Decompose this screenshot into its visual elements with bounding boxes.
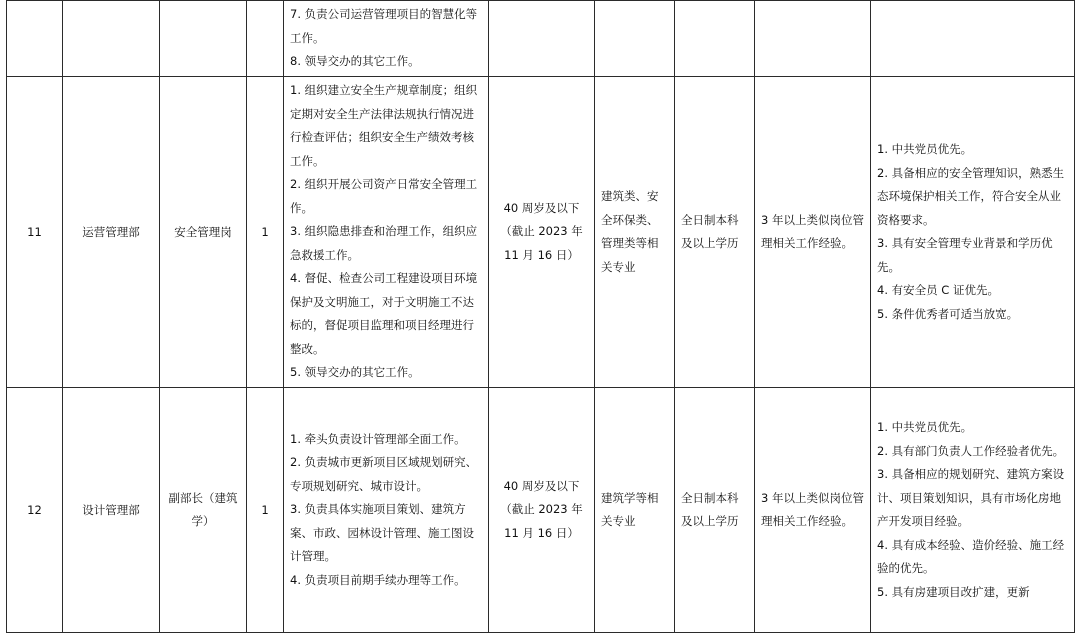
experience-requirement: 3 年以上类似岗位管理相关工作经验。 (755, 77, 871, 388)
requirement-item: 4. 有安全员 C 证优先。 (877, 283, 999, 297)
duty-item: 3. 组织隐患排查和治理工作，组织应急救援工作。 (290, 224, 478, 262)
requirement-item: 5. 具有房建项目改扩建，更新 (877, 584, 1030, 599)
table-row (7, 1, 1075, 77)
other-requirements (871, 77, 1075, 388)
duty-item: 1. 牵头负责设计管理部全面工作。 (290, 431, 466, 446)
requirement-item: 2. 具备相应的安全管理知识，熟悉生态环境保护相关工作，符合安全从业资格要求。 (877, 165, 1065, 227)
duty-item: 4. 督促、检查公司工程建设项目环境保护及文明施工，对于文明施工不达标的，督促项目监理和项目经理进行整改。 (290, 271, 478, 356)
major-requirement (595, 1, 675, 77)
duties-cell (284, 388, 489, 633)
headcount: 1 (247, 77, 284, 388)
duty-item: 4. 负责项目前期手续办理等工作。 (290, 572, 466, 587)
major-requirement: 建筑学等相关专业 (595, 388, 675, 633)
requirement-item: 3. 具有安全管理专业背景和学历优先。 (877, 236, 1053, 274)
requirement-item: 4. 具有成本经验、造价经验、施工经验的优先。 (877, 537, 1065, 575)
requirement-item: 1. 中共党员优先。 (877, 420, 973, 434)
duty-item: 2. 负责城市更新项目区域规划研究、专项规划研究、城市设计。 (290, 455, 478, 493)
post-name (160, 1, 247, 77)
row-number (7, 1, 63, 77)
position-table (6, 0, 1075, 633)
department (63, 1, 160, 77)
post-name: 副部长（建筑学） (160, 388, 247, 633)
age-requirement: 40 周岁及以下（截止 2023 年 11 月 16 日） (489, 77, 595, 388)
education-requirement (675, 1, 755, 77)
duty-item: 5. 领导交办的其它工作。 (290, 365, 420, 380)
age-requirement (489, 1, 595, 77)
requirement-item: 2. 具有部门负责人工作经验者优先。 (877, 443, 1065, 458)
requirement-item: 5. 条件优秀者可适当放宽。 (877, 306, 1019, 321)
row-number: 11 (7, 77, 63, 388)
experience-requirement (755, 1, 871, 77)
duty-item: 3. 负责具体实施项目策划、建筑方案、市政、园林设计管理、施工图设计管理。 (290, 502, 474, 564)
experience-requirement: 3 年以上类似岗位管理相关工作经验。 (755, 388, 871, 633)
education-requirement: 全日制本科及以上学历 (675, 388, 755, 633)
major-requirement: 建筑类、安全环保类、管理类等相关专业 (595, 77, 675, 388)
other-requirements (871, 388, 1075, 633)
duties-cell (284, 77, 489, 388)
duty-item: 1. 组织建立安全生产规章制度；组织定期对安全生产法律法规执行情况进行检查评估；组织安全生产绩效考核工作。 (290, 83, 478, 168)
other-requirements (871, 1, 1075, 77)
education-requirement: 全日制本科及以上学历 (675, 77, 755, 388)
duty-item: 7. 负责公司运营管理项目的智慧化等工作。 (290, 7, 478, 45)
department: 运营管理部 (63, 77, 160, 388)
requirement-item: 1. 中共党员优先。 (877, 142, 973, 156)
table-row (7, 388, 1075, 633)
requirement-item: 3. 具备相应的规划研究、建筑方案设计、项目策划知识，具有市场化房地产开发项目经验。 (877, 467, 1065, 528)
duties-cell (284, 1, 489, 77)
post-name: 安全管理岗 (160, 77, 247, 388)
department: 设计管理部 (63, 388, 160, 633)
duty-item: 8. 领导交办的其它工作。 (290, 54, 420, 69)
duty-item: 2. 组织开展公司资产日常安全管理工作。 (290, 177, 478, 215)
row-number: 12 (7, 388, 63, 633)
table-row (7, 77, 1075, 388)
age-requirement: 40 周岁及以下（截止 2023 年 11 月 16 日） (489, 388, 595, 633)
headcount: 1 (247, 388, 284, 633)
headcount (247, 1, 284, 77)
